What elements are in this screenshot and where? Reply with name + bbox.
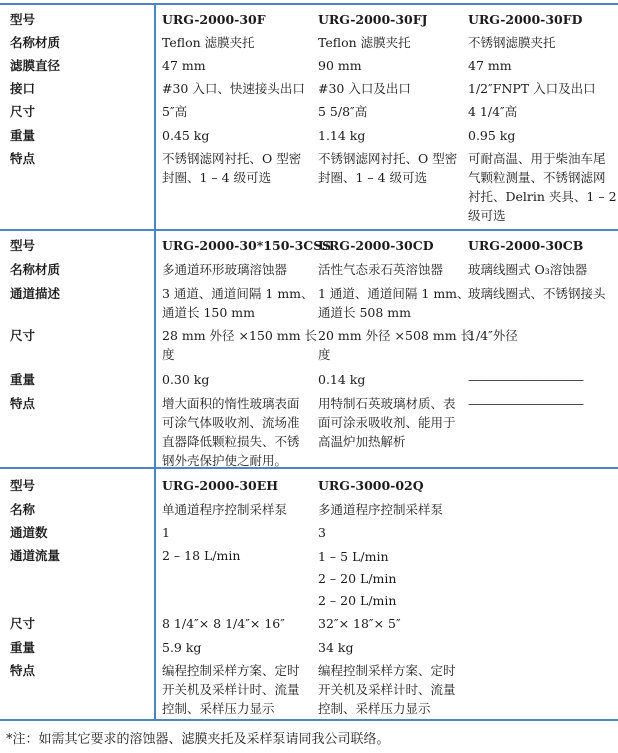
cell-line: 用特制石英玻璃材质、表 xyxy=(318,396,456,411)
model-name: URG-2000-30CD xyxy=(318,238,434,253)
cell-line: 3 通道、通道间隔 1 mm、 xyxy=(162,286,314,301)
cell-value: 1 xyxy=(162,525,170,540)
cell-line: 气颗粒测量、不锈钢滤网 xyxy=(468,170,606,185)
section-divider-2 xyxy=(0,467,618,469)
cell-value: 32″× 18″× 5″ xyxy=(318,616,401,631)
cell-line: 2 – 18 L/min xyxy=(162,548,241,563)
cell-value: 0.30 kg xyxy=(162,372,210,387)
cell-line: 可耐高温、用于柴油车尾 xyxy=(468,151,606,166)
cell-value: 47 mm xyxy=(162,58,206,73)
label-column-divider xyxy=(154,5,156,719)
cell-value: 不锈钢滤膜夹托 xyxy=(468,35,556,50)
cell-line: 可涂气体吸收剂、流场准 xyxy=(162,415,300,430)
cell-line: 开关机及采样计时、流量 xyxy=(318,682,456,697)
cell-multiline xyxy=(318,326,473,364)
cell-value: 90 mm xyxy=(318,58,362,73)
row-label-features: 特点 xyxy=(10,396,36,411)
model-name: URG-3000-02Q xyxy=(318,478,424,493)
row-label-model: 型号 xyxy=(10,238,36,253)
cell-line: 度 xyxy=(162,347,175,362)
row-label-size: 尺寸 xyxy=(10,104,36,119)
row-label-material: 名称材质 xyxy=(10,262,61,277)
cell-features xyxy=(162,394,300,470)
footnote: *注：如需其它要求的溶蚀器、滤膜夹托及采样泵请同我公司联络。 xyxy=(6,732,390,747)
cell-multiline xyxy=(468,284,606,303)
cell-value: 0.45 kg xyxy=(162,128,210,143)
cell-multiline xyxy=(468,326,518,345)
cell-value: 3 xyxy=(318,525,326,540)
row-label-interface: 接口 xyxy=(10,81,36,96)
cell-value: 多通道程序控制采样泵 xyxy=(318,502,444,517)
row-label-features: 特点 xyxy=(10,151,36,166)
cell-features xyxy=(468,394,583,413)
row-label-material: 名称材质 xyxy=(10,35,61,50)
cell-value: 47 mm xyxy=(468,58,512,73)
cell-line: 1 通道、通道间隔 1 mm、 xyxy=(318,286,470,301)
cell-value: 玻璃线圈式 O₃溶蚀器 xyxy=(468,262,588,277)
cell-multiline xyxy=(318,284,470,322)
cell-value: 0.14 kg xyxy=(318,372,366,387)
cell-line: 1/4″外径 xyxy=(468,328,518,343)
cell-line: 封圈、1 – 4 级可选 xyxy=(162,170,272,185)
cell-value: 4 1/4″高 xyxy=(468,104,518,119)
cell-multiline xyxy=(162,326,317,364)
cell-value: 多通道环形玻璃溶蚀器 xyxy=(162,262,288,277)
row-label-model: 型号 xyxy=(10,478,36,493)
row-label-weight: 重量 xyxy=(10,372,36,387)
cell-value: 1/2″FNPT 入口及出口 xyxy=(468,81,596,96)
cell-line: 玻璃线圈式、不锈钢接头 xyxy=(468,286,606,301)
model-name: URG-2000-30CB xyxy=(468,238,584,253)
row-label-model: 型号 xyxy=(10,12,36,27)
cell-line: 开关机及采样计时、流量 xyxy=(162,682,300,697)
cell-line: 钢外壳保护使之耐用。 xyxy=(162,453,288,468)
cell-value: 0.95 kg xyxy=(468,128,516,143)
cell-features xyxy=(318,661,456,718)
cell-line: 通道长 508 mm xyxy=(318,305,412,320)
row-label-size: 尺寸 xyxy=(10,616,36,631)
cell-line: 28 mm 外径 ×150 mm 长 xyxy=(162,328,318,343)
cell-features xyxy=(162,149,301,187)
cell-line: —————————— xyxy=(468,396,583,411)
cell-value: #30 入口及出口 xyxy=(318,81,411,96)
cell-line: 级可选 xyxy=(468,208,506,223)
row-label-channel-count: 通道数 xyxy=(10,525,48,540)
cell-multiline xyxy=(162,284,314,322)
cell-line: 不锈钢滤网衬托、O 型密 xyxy=(318,151,458,166)
cell-value: 活性气态汞石英溶蚀器 xyxy=(318,262,444,277)
cell-line: 20 mm 外径 ×508 mm 长 xyxy=(318,328,474,343)
cell-value: 8 1/4″× 8 1/4″× 16″ xyxy=(162,616,285,631)
row-label-weight: 重量 xyxy=(10,640,36,655)
cell-value: —————————— xyxy=(468,372,583,387)
cell-line: 直器降低颗粒损失、不锈 xyxy=(162,434,300,449)
model-name: URG-2000-30FD xyxy=(468,12,583,27)
cell-features xyxy=(318,149,457,187)
model-name: URG-2000-30EH xyxy=(162,478,279,493)
model-name: URG-2000-30*150-3CSS xyxy=(162,238,332,253)
cell-value: #30 入口、快速接头出口 xyxy=(162,81,305,96)
cell-features xyxy=(162,661,300,718)
row-label-diameter: 滤膜直径 xyxy=(10,58,61,73)
cell-features xyxy=(468,149,617,225)
row-label-weight: 重量 xyxy=(10,128,36,143)
cell-line: 封圈、1 – 4 级可选 xyxy=(318,170,428,185)
cell-value: Teflon 滤膜夹托 xyxy=(162,35,255,50)
cell-value: Teflon 滤膜夹托 xyxy=(318,35,411,50)
cell-line: 衬托、Delrin 夹具、1 – 2 xyxy=(468,189,617,204)
cell-value: 5 5/8″高 xyxy=(318,104,368,119)
cell-line: 不锈钢滤网衬托、O 型密 xyxy=(162,151,302,166)
row-label-channel-desc: 通道描述 xyxy=(10,286,61,301)
cell-line: 面可涂汞吸收剂、能用于 xyxy=(318,415,456,430)
cell-line: 编程控制采样方案、定时 xyxy=(162,663,300,678)
cell-features xyxy=(318,394,456,451)
cell-value: 5″高 xyxy=(162,104,188,119)
cell-line: 编程控制采样方案、定时 xyxy=(318,663,456,678)
cell-line: 度 xyxy=(318,347,331,362)
cell-line: 增大面积的惰性玻璃表面 xyxy=(162,396,300,411)
cell-value: 1.14 kg xyxy=(318,128,366,143)
cell-multiline xyxy=(318,546,396,612)
cell-line: 2 – 20 L/min xyxy=(318,571,397,586)
cell-value: 5.9 kg xyxy=(162,640,202,655)
row-label-features: 特点 xyxy=(10,663,36,678)
bottom-rule xyxy=(0,719,618,721)
model-name: URG-2000-30FJ xyxy=(318,12,428,27)
row-label-size: 尺寸 xyxy=(10,328,36,343)
cell-line: 高温炉加热解析 xyxy=(318,434,406,449)
cell-line: 控制、采样压力显示 xyxy=(162,701,275,716)
top-rule xyxy=(0,3,618,5)
row-label-channel-flow: 通道流量 xyxy=(10,548,61,563)
cell-line: 通道长 150 mm xyxy=(162,305,256,320)
cell-value: 单通道程序控制采样泵 xyxy=(162,502,288,517)
cell-line: 控制、采样压力显示 xyxy=(318,701,431,716)
cell-line: 1 – 5 L/min xyxy=(318,549,389,564)
row-label-name: 名称 xyxy=(10,502,36,517)
model-name: URG-2000-30F xyxy=(162,12,266,27)
section-divider-1 xyxy=(0,229,618,231)
cell-line: 2 – 20 L/min xyxy=(318,593,397,608)
cell-value: 34 kg xyxy=(318,640,354,655)
cell-multiline xyxy=(162,546,240,565)
